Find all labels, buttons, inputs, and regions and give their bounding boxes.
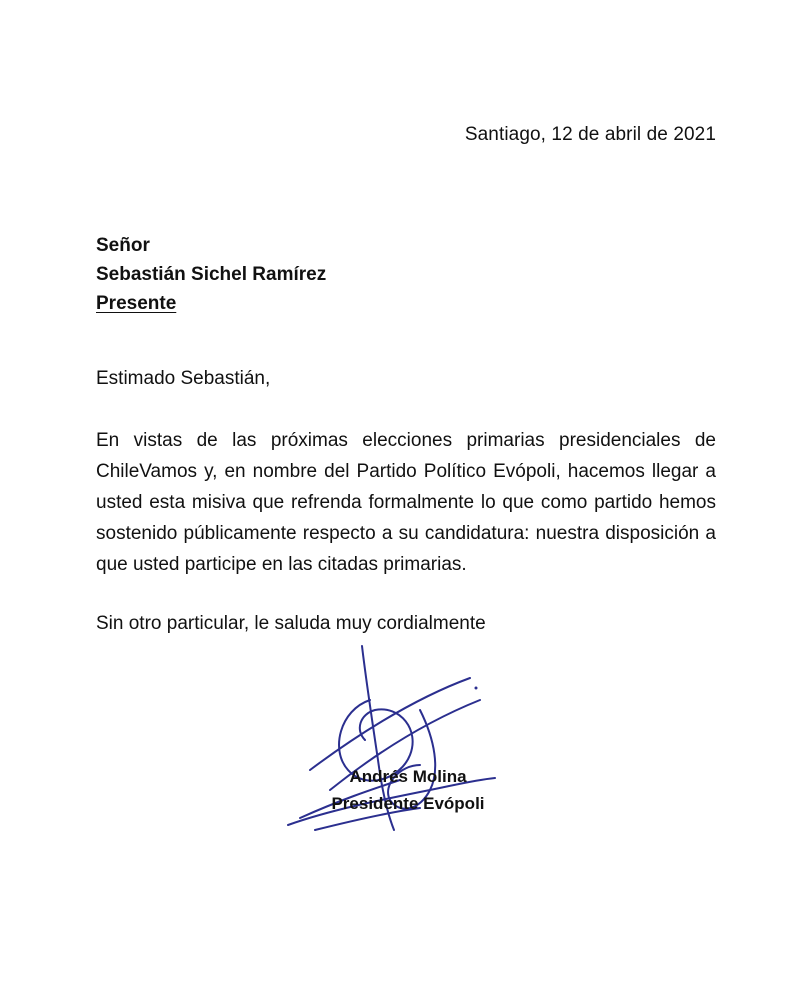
letter-date: Santiago, 12 de abril de 2021 — [464, 124, 716, 145]
signer-title: Presidente Evópoli — [331, 794, 485, 813]
letter-body: En vistas de las próximas elecciones primarias presidenciales de ChileVamos y, en nombre del Partido Político Evópoli, hacemos llegar a usted esta misiva que refrenda formalmente lo que como partido hemos sostenido públicamente respecto a su candidatura: nuestra disposición a que usted participe en las citadas primarias. — [96, 430, 716, 575]
signature-scribble — [270, 640, 520, 850]
addressee-block — [96, 231, 326, 318]
addressee-salutation: Señor — [96, 235, 150, 256]
signer-block — [318, 763, 498, 817]
signature — [270, 640, 520, 850]
letter-closing: Sin otro particular, le saluda muy cordialmente — [96, 613, 486, 634]
letter-greeting: Estimado Sebastián, — [96, 368, 271, 389]
addressee-name: Sebastián Sichel Ramírez — [96, 264, 327, 285]
signer-name: Andrés Molina — [349, 767, 467, 786]
addressee-presente: Presente — [96, 293, 177, 314]
